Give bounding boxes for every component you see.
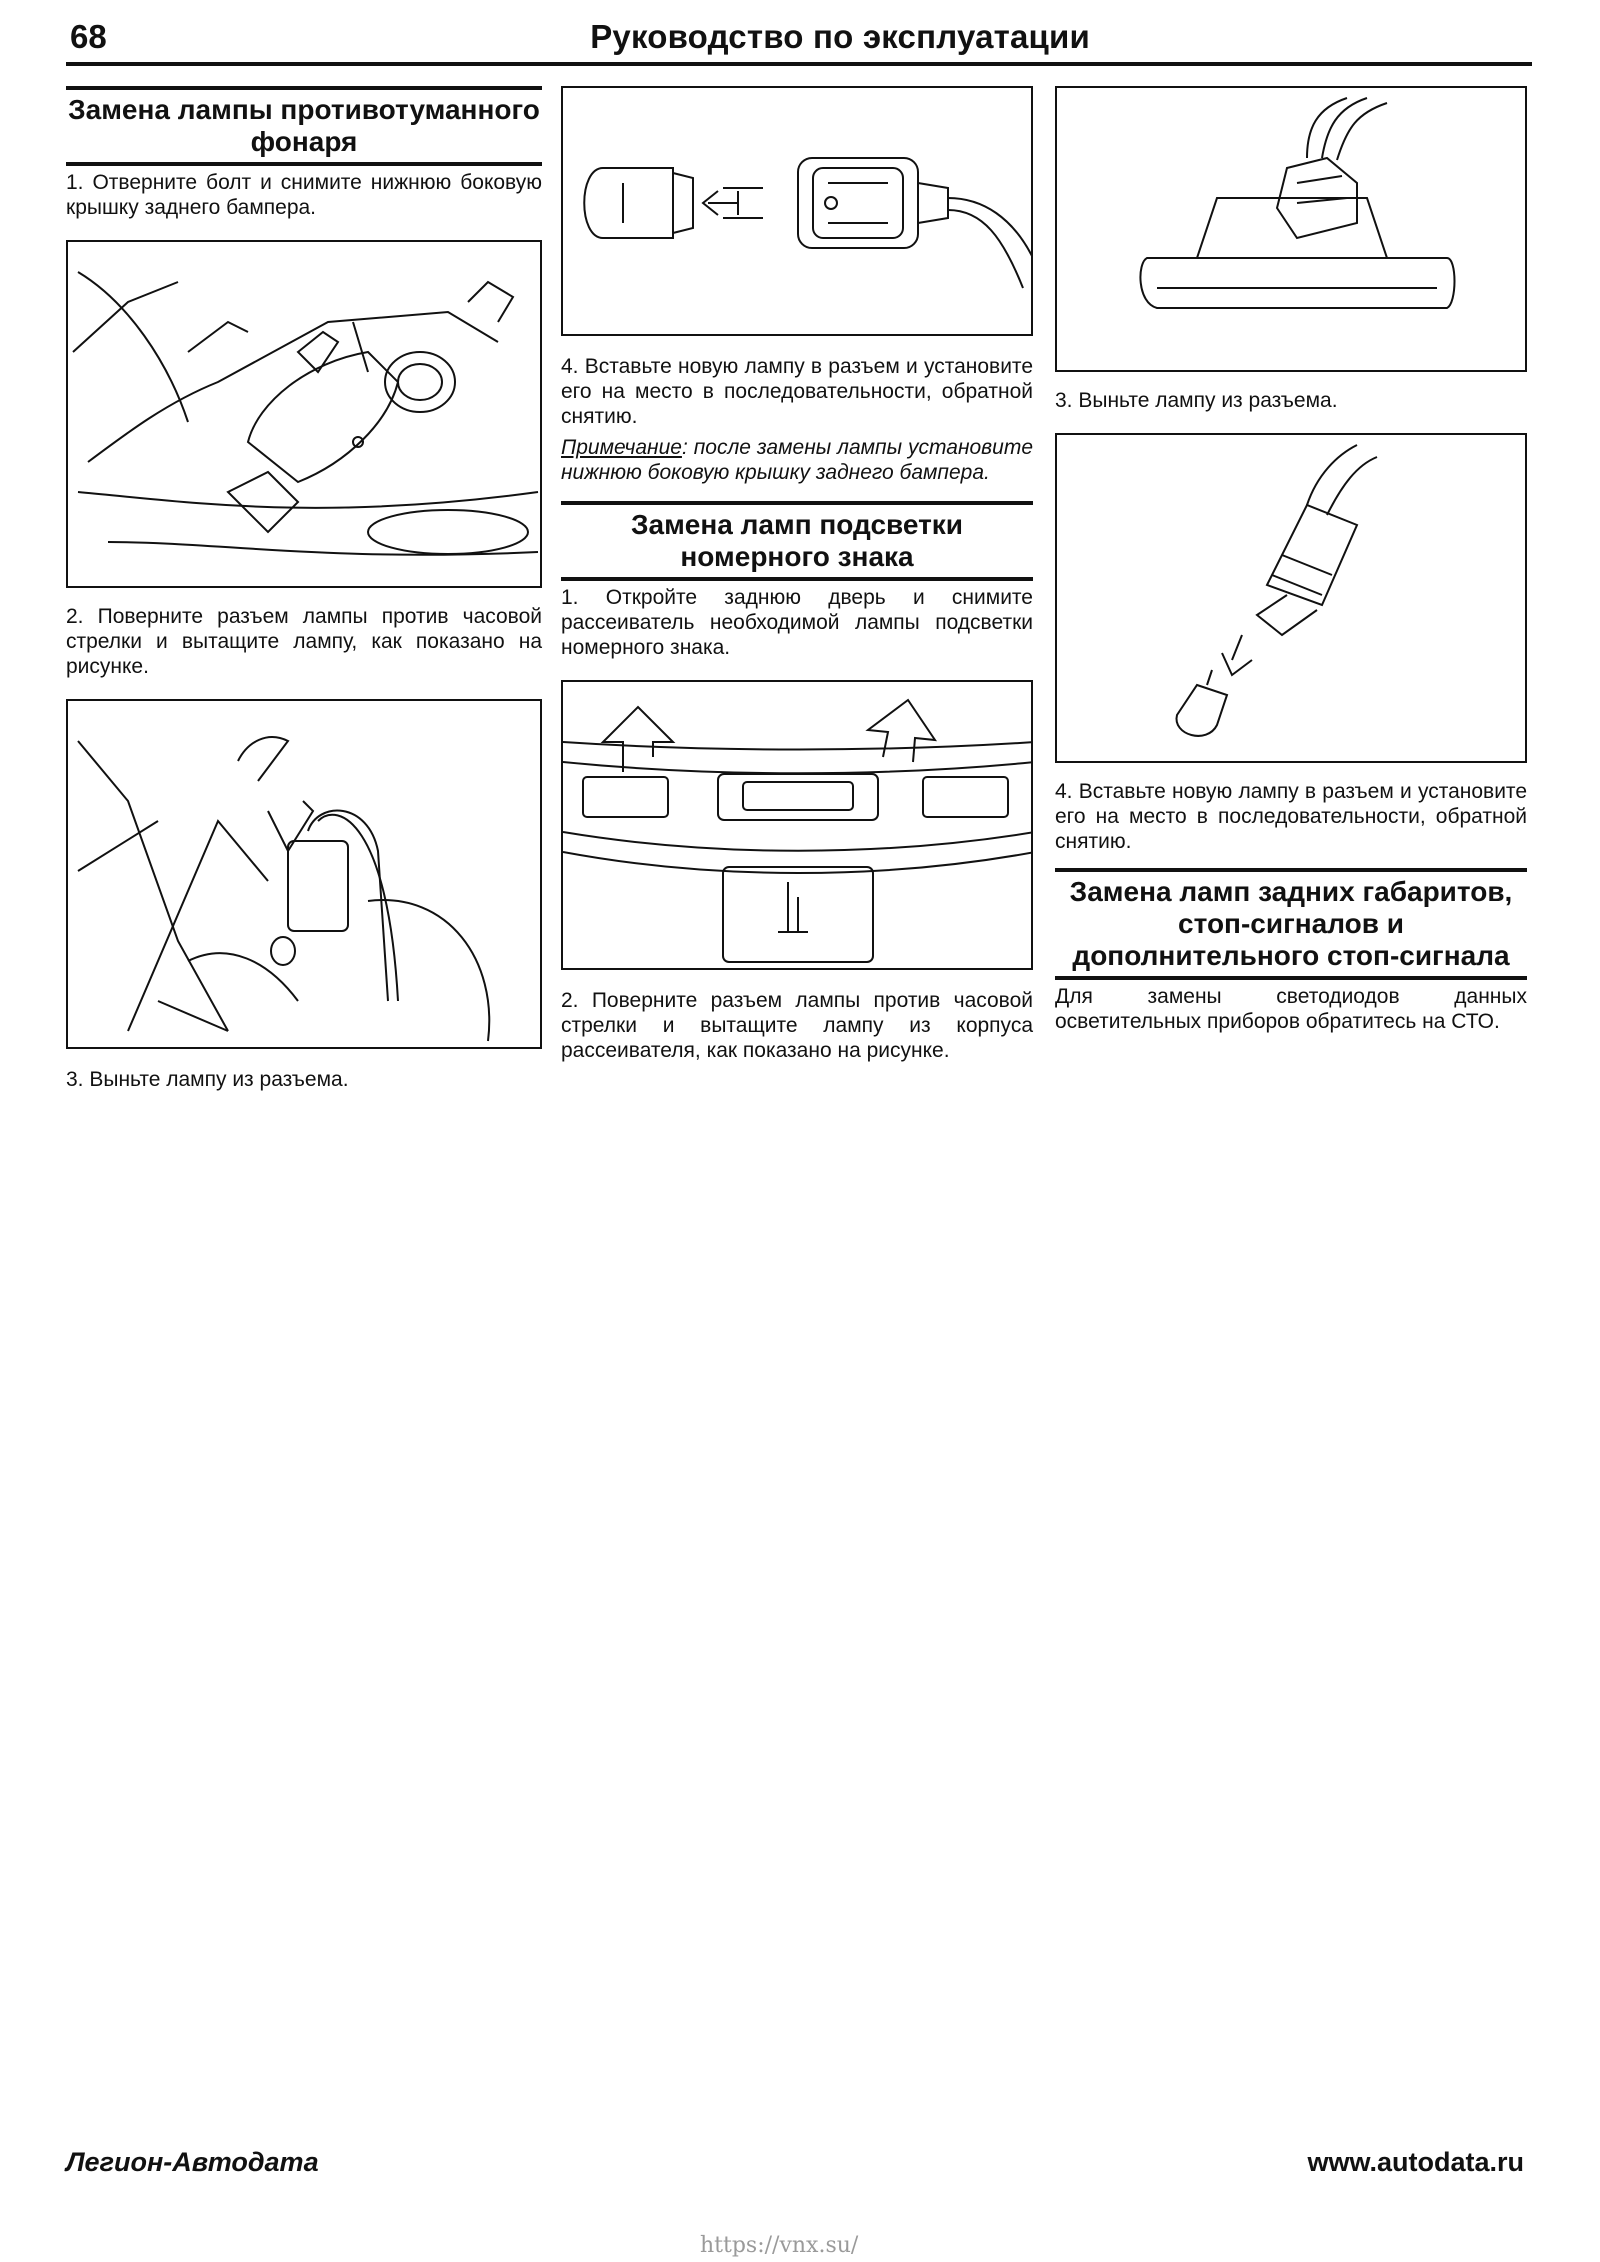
page-header [66, 14, 1532, 64]
watermark-url: https://vnx.su/ [700, 2233, 859, 2258]
plate-socket-illustration [1057, 88, 1527, 372]
column-2 [561, 86, 1033, 1063]
page-title: Руководство по эксплуатации [590, 18, 1090, 55]
plate-step-1: 1. Откройте заднюю дверь и снимите рассеиватель необходимой лампы подсветки номерного знака. [561, 586, 1033, 659]
column-3 [1055, 86, 1527, 1034]
fog-step-3: 3. Выньте лампу из разъема. [66, 1068, 349, 1091]
figure-new-bulb [561, 86, 1033, 336]
figure-plate-lamp-housing [561, 680, 1033, 970]
plate-lamp-illustration [563, 682, 1033, 970]
figure-bumper-cover [66, 240, 542, 588]
fog-connector-illustration [68, 701, 542, 1049]
tail-lights-paragraph: Для замены светодиодов данных осветительных приборов обратитесь на СТО. [1055, 985, 1527, 1033]
bumper-cover-illustration [68, 242, 542, 588]
bulb-removal-illustration [1057, 435, 1527, 763]
note-text: : после замены лампы установите нижнюю боковую крышку заднего бампера. [561, 436, 1033, 484]
plate-step-2: 2. Поверните разъем лампы против часовой стрелки и вытащите лампу из корпуса рассеивателя, как показано на рисунке. [561, 989, 1033, 1062]
note-label: Примечание [561, 436, 682, 459]
note-paragraph [561, 435, 1033, 485]
publisher-name: Легион-Автодата [66, 2147, 319, 2177]
fog-step-1: 1. Отверните болт и снимите нижнюю боковую крышку заднего бампера. [66, 171, 542, 219]
column-1 [66, 86, 542, 1092]
page-number: 68 [70, 18, 107, 55]
new-bulb-illustration [563, 88, 1033, 336]
section-heading-plate-lamp: Замена ламп подсветки номерного знака [561, 501, 1033, 581]
section-heading-tail-lights: Замена ламп задних габаритов, стоп-сигналов и дополнительного стоп-сигнала [1055, 868, 1527, 980]
plate-intro-step-4: 4. Вставьте новую лампу в разъем и установите его на место в последовательности, обратной снятию. [561, 355, 1033, 428]
fog-step-2: 2. Поверните разъем лампы против часовой стрелки и вытащите лампу, как показано на рисунке. [66, 605, 542, 678]
website-link[interactable]: www.autodata.ru [1307, 2147, 1524, 2177]
figure-fog-connector [66, 699, 542, 1049]
figure-bulb-removal [1055, 433, 1527, 763]
plate-step-3: 3. Выньте лампу из разъема. [1055, 389, 1338, 412]
plate-step-4: 4. Вставьте новую лампу в разъем и установите его на место в последовательности, обратной снятию. [1055, 780, 1527, 853]
section-heading-fog-lamp: Замена лампы противотуманного фонаря [66, 86, 542, 166]
figure-plate-lamp-socket [1055, 86, 1527, 372]
header-rule [66, 62, 1532, 66]
